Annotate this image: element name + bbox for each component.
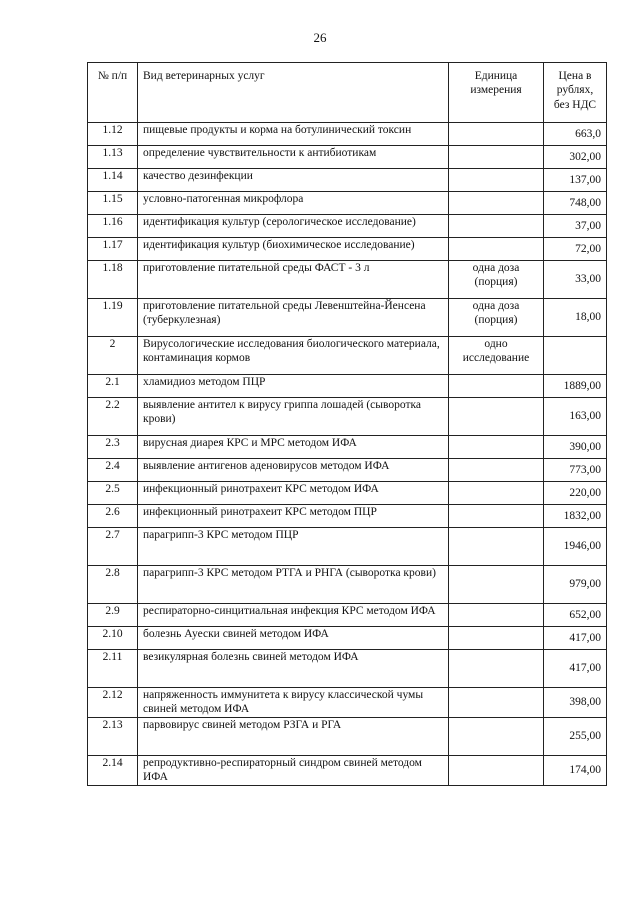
cell-num: 1.13: [88, 146, 138, 169]
cell-num: 2.7: [88, 528, 138, 566]
services-price-table: [87, 62, 607, 786]
cell-price: 390,00: [544, 436, 607, 459]
table-row: [88, 604, 607, 627]
cell-unit: [449, 688, 544, 718]
cell-price: 302,00: [544, 146, 607, 169]
cell-unit: [449, 627, 544, 650]
cell-num: 2.1: [88, 375, 138, 398]
cell-name: парвовирус свиней методом РЗГА и РГА: [138, 717, 449, 755]
cell-unit: [449, 146, 544, 169]
cell-num: 2.4: [88, 459, 138, 482]
cell-name: Вирусологические исследования биологического материала, контаминация кормов: [138, 337, 449, 375]
header-unit: Единица измерения: [449, 63, 544, 123]
table-header-row: [88, 63, 607, 123]
cell-price: 137,00: [544, 169, 607, 192]
cell-num: 1.16: [88, 215, 138, 238]
table-row: [88, 650, 607, 688]
cell-price: 174,00: [544, 755, 607, 785]
cell-name: болезнь Ауески свиней методом ИФА: [138, 627, 449, 650]
cell-name: парагрипп-3 КРС методом РТГА и РНГА (сыворотка крови): [138, 566, 449, 604]
cell-name: респираторно-синцитиальная инфекция КРС методом ИФА: [138, 604, 449, 627]
cell-unit: одно исследование: [449, 337, 544, 375]
cell-price: 255,00: [544, 717, 607, 755]
cell-num: 1.12: [88, 123, 138, 146]
table-row: [88, 436, 607, 459]
cell-price: 220,00: [544, 482, 607, 505]
cell-unit: [449, 604, 544, 627]
cell-name: везикулярная болезнь свиней методом ИФА: [138, 650, 449, 688]
cell-unit: [449, 459, 544, 482]
cell-unit: [449, 215, 544, 238]
cell-name: условно-патогенная микрофлора: [138, 192, 449, 215]
cell-unit: [449, 123, 544, 146]
cell-name: определение чувствительности к антибиотикам: [138, 146, 449, 169]
table-row: [88, 528, 607, 566]
table-row: [88, 337, 607, 375]
cell-price: 773,00: [544, 459, 607, 482]
cell-price: 663,0: [544, 123, 607, 146]
cell-unit: одна доза (порция): [449, 299, 544, 337]
table-row: [88, 238, 607, 261]
cell-name: хламидиоз методом ПЦР: [138, 375, 449, 398]
cell-num: 2: [88, 337, 138, 375]
table-row: [88, 688, 607, 718]
cell-price: 398,00: [544, 688, 607, 718]
cell-name: репродуктивно-респираторный синдром свиней методом ИФА: [138, 755, 449, 785]
cell-num: 2.12: [88, 688, 138, 718]
table-row: [88, 192, 607, 215]
table-row: [88, 146, 607, 169]
cell-price: 417,00: [544, 650, 607, 688]
cell-name: идентификация культур (биохимическое исследование): [138, 238, 449, 261]
cell-num: 1.14: [88, 169, 138, 192]
cell-unit: [449, 755, 544, 785]
cell-num: 1.19: [88, 299, 138, 337]
table-row: [88, 505, 607, 528]
table-row: [88, 627, 607, 650]
cell-num: 2.5: [88, 482, 138, 505]
cell-num: 2.10: [88, 627, 138, 650]
cell-name: инфекционный ринотрахеит КРС методом ПЦР: [138, 505, 449, 528]
table-row: [88, 398, 607, 436]
cell-price: 18,00: [544, 299, 607, 337]
cell-price: 1889,00: [544, 375, 607, 398]
cell-num: 1.15: [88, 192, 138, 215]
cell-unit: [449, 505, 544, 528]
cell-name: качество дезинфекции: [138, 169, 449, 192]
cell-unit: [449, 717, 544, 755]
cell-unit: [449, 375, 544, 398]
cell-name: парагрипп-3 КРС методом ПЦР: [138, 528, 449, 566]
cell-num: 1.17: [88, 238, 138, 261]
table-row: [88, 755, 607, 785]
cell-num: 2.3: [88, 436, 138, 459]
cell-price: 72,00: [544, 238, 607, 261]
cell-unit: [449, 528, 544, 566]
table-row: [88, 215, 607, 238]
cell-price: 748,00: [544, 192, 607, 215]
cell-num: 2.11: [88, 650, 138, 688]
header-price: Цена в рублях, без НДС: [544, 63, 607, 123]
cell-unit: [449, 482, 544, 505]
cell-num: 2.2: [88, 398, 138, 436]
cell-num: 1.18: [88, 261, 138, 299]
cell-unit: одна доза (порция): [449, 261, 544, 299]
cell-num: 2.14: [88, 755, 138, 785]
cell-unit: [449, 398, 544, 436]
cell-unit: [449, 192, 544, 215]
cell-price: 417,00: [544, 627, 607, 650]
cell-unit: [449, 436, 544, 459]
cell-price: 37,00: [544, 215, 607, 238]
table-row: [88, 375, 607, 398]
table-row: [88, 482, 607, 505]
table-row: [88, 717, 607, 755]
cell-unit: [449, 566, 544, 604]
table-row: [88, 169, 607, 192]
cell-price: 652,00: [544, 604, 607, 627]
cell-name: напряженность иммунитета к вирусу классической чумы свиней методом ИФА: [138, 688, 449, 718]
table-body: [88, 123, 607, 786]
cell-name: идентификация культур (серологическое исследование): [138, 215, 449, 238]
cell-name: выявление антигенов аденовирусов методом ИФА: [138, 459, 449, 482]
cell-unit: [449, 169, 544, 192]
cell-price: 979,00: [544, 566, 607, 604]
cell-num: 2.9: [88, 604, 138, 627]
cell-price: 1946,00: [544, 528, 607, 566]
cell-name: вирусная диарея КРС и МРС методом ИФА: [138, 436, 449, 459]
cell-num: 2.8: [88, 566, 138, 604]
table-row: [88, 261, 607, 299]
page-number: 26: [313, 30, 327, 45]
cell-name: приготовление питательной среды Левенштейна-Йенсена (туберкулезная): [138, 299, 449, 337]
table-row: [88, 123, 607, 146]
table-row: [88, 459, 607, 482]
cell-num: 2.13: [88, 717, 138, 755]
cell-price: [544, 337, 607, 375]
header-num: № п/п: [88, 63, 138, 123]
cell-name: приготовление питательной среды ФАСТ - 3 л: [138, 261, 449, 299]
table-row: [88, 299, 607, 337]
cell-unit: [449, 650, 544, 688]
cell-num: 2.6: [88, 505, 138, 528]
table-row: [88, 566, 607, 604]
header-service-name: Вид ветеринарных услуг: [138, 63, 449, 123]
cell-price: 33,00: [544, 261, 607, 299]
cell-unit: [449, 238, 544, 261]
cell-name: инфекционный ринотрахеит КРС методом ИФА: [138, 482, 449, 505]
cell-price: 163,00: [544, 398, 607, 436]
cell-name: выявление антител к вирусу гриппа лошадей (сыворотка крови): [138, 398, 449, 436]
cell-price: 1832,00: [544, 505, 607, 528]
cell-name: пищевые продукты и корма на ботулинический токсин: [138, 123, 449, 146]
